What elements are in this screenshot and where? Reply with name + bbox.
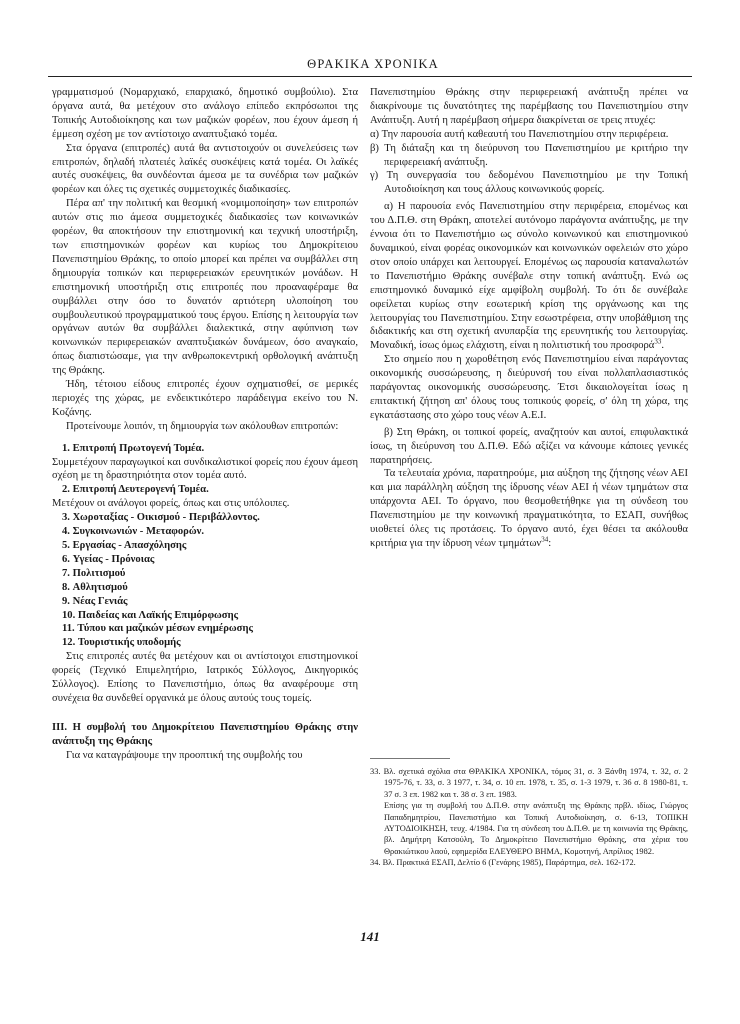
committee-title: Παιδείας και Λαϊκής Επιμόρφωσης [77, 609, 239, 621]
committee-title: Επιτροπή Πρωτογενή Τομέα. [72, 442, 205, 454]
committee-item [52, 539, 358, 553]
right-column [370, 86, 688, 551]
committee-number: 8. [62, 581, 70, 593]
committee-number: 9. [62, 595, 70, 607]
committee-item [52, 609, 358, 623]
aspect-text: Την παρουσία αυτή καθεαυτή του Πανεπιστημίου στην περιφέρεια. [381, 128, 669, 140]
committee-number: 5. [62, 540, 70, 551]
page-number: 141 [360, 929, 380, 944]
paragraph-text: α) Η παρουσία ενός Πανεπιστημίου στην περιφέρεια, επομένως και του Δ.Π.Θ. στη Θράκη, αποτελεί αυτόνομο παράγοντα ανάπτυξης, με την έννοια ότι το Πανεπιστήμιο ως σύνολο κοινωνικού και επιστημονικού δυναμικού, είναι φορέας οικονομικών και κοινωνικών οφελειών στο χώρο στον οποίο υπάρχει και λειτουργεί. Επομένως ως παρουσία καταναλωτών το Πανεπιστήμιο Θράκης συνέβαλε στην τοπική ανάπτυξη. Ενώ ως επιστημονικό δυναμικό είχε αμφίβολη συμβολή. Το ότι δε συνέβαλε οφείλεται κυρίως στην εσωτερική κρίση της οργάνωσης και της λειτουργίας του Πανεπιστημίου. Στην εσωστρέφεια, στην υποβάθμιση της διδακτικής και στη σχετική ανυπαρξία της ερευνητικής του λειτουργίας. Μοναδική, ίσως όμως ελάχιστη, είναι η πολιτιστική του προσφορά [370, 201, 688, 352]
left-column [52, 86, 358, 763]
committee-title: Επιτροπή Δευτερογενή Τομέα. [72, 484, 209, 496]
aspect-label: α) [370, 128, 380, 140]
committee-title: Συγκοινωνιών - Μεταφορών. [72, 526, 204, 538]
running-head: ΘΡΑΚΙΚΑ ΧΡΟΝΙΚΑ [307, 57, 439, 71]
footnotes [370, 766, 688, 869]
paragraph: Προτείνουμε λοιπόν, τη δημιουργία των ακόλουθων επιτροπών: [66, 420, 339, 432]
footnote-number: 33. [370, 767, 381, 776]
committee-number: 12. [62, 637, 76, 649]
paragraph: Για να καταγράψουμε την προοπτική της συμβολής του [66, 749, 303, 761]
aspect-label: γ) [370, 170, 379, 182]
paragraph: Στα όργανα (επιτροπές) αυτά θα αντιστοιχούν οι συνελεύσεις των επιτροπών, δηλαδή πλατειές λαϊκές συσκέψεις κατά τομέα. Οι λαϊκές αυτές συσκέψεις, θα συνδέονται άμεσα με τα συνέδρια των μαζικών φορέων και όλες τις σχετικές συμμετοχικές διαδικασίες. [52, 142, 358, 196]
header-rule [48, 76, 692, 77]
committee-item [52, 483, 358, 497]
footnote-rule [370, 758, 450, 759]
committee-item [52, 636, 358, 650]
aspect-item [370, 142, 688, 170]
committee-number: 2. [62, 484, 70, 496]
aspect-label: β) [370, 142, 379, 154]
committee-title: Πολιτισμού [72, 567, 126, 579]
footnote-number: 34. [370, 858, 381, 868]
aspect-item [370, 128, 688, 142]
paragraph-text: Τα τελευταία χρόνια, παρατηρούμε, μια αύξηση της ζήτησης νέων ΑΕΙ και μια παράλληλη αύξηση της ίδρυσης νέων ΑΕΙ ή νέων τμημάτων στα υπάρχοντα ΑΕΙ. Το όργανο, που θεσμοθετήθηκε για τη σύνδεση του Πανεπιστημίου με την κοινωνική πραγματικότητα, το ΕΣΑΠ, συνήθως υιοθετεί όλες τις προτάσεις. Το όργανο αυτό, έχει θέσει τα ακόλουθα κριτήρια για την ίδρυση νέων τμημάτων [370, 468, 688, 549]
committee-item [52, 622, 358, 636]
committee-description: Μετέχουν οι ανάλογοι φορείς, όπως και στις υπόλοιπες. [52, 498, 290, 510]
committee-number: 3. [62, 512, 70, 524]
footnote-text: Βλ. σχετικά σχόλια στα ΘΡΑΚΙΚΑ ΧΡΟΝΙΚΑ, τόμος 31, σ. 3 Ξάνθη 1974, τ. 32, σ. 2 1975-76, τ. 33, σ. 3 1977, τ. 34, σ. 10 επ. 1978, τ. 35, σ. 1-3 1979, τ. 36 σ. 8 1980-81, τ. 37 σ. 3 επ. 1982 και τ. 38 σ. 3 επ. 1983. [383, 767, 688, 799]
aspects-list [370, 128, 688, 198]
footnote-33 [370, 766, 688, 800]
paragraph: Ήδη, τέτοιου είδους επιτροπές έχουν σχηματισθεί, σε μερικές περιοχές της χώρας, με ενδεικτικότερο παράδειγμα εκείνο του Ν. Κοζάνης. [52, 379, 358, 418]
paragraph: β) Στη Θράκη, οι τοπικοί φορείς, αναζητούν και αυτοί, επιφυλακτικά ίσως, τη διεύρυνση του Δ.Π.Θ. Εδώ αξίζει να κάνουμε κάποιες γενικές παρατηρήσεις. [370, 426, 688, 466]
committee-item [52, 553, 358, 567]
committee-number: 6. [62, 553, 70, 565]
committee-title: Νέας Γενιάς [72, 595, 128, 607]
aspect-text: Τη διάταξη και τη διεύρυνση του Πανεπιστημίου με κριτήριο την περιφερειακή ανάπτυξη. [384, 142, 688, 168]
committee-number: 7. [62, 567, 70, 579]
committee-number: 4. [62, 526, 70, 538]
committee-number: 11. [62, 623, 75, 635]
committee-title: Τύπου και μαζικών μέσων ενημέρωσης [77, 623, 253, 635]
section-heading: ΙΙΙ. Η συμβολή του Δημοκρίτειου Πανεπιστημίου Θράκης στην ανάπτυξη της Θράκης [52, 721, 358, 747]
committee-title: Εργασίας - Απασχόλησης [72, 540, 187, 551]
committee-title: Χωροταξίας - Οικισμού - Περιβάλλοντος. [72, 512, 260, 524]
committee-title: Αθλητισμού [72, 581, 128, 593]
paragraph [370, 467, 688, 550]
footnote-ref: 33 [654, 337, 662, 346]
committee-item [52, 567, 358, 581]
aspect-text: Τη συνεργασία του δεδομένου Πανεπιστημίου με την Τοπική Αυτοδιοίκηση και τους άλλους κοινωνικούς φορείς. [384, 170, 688, 196]
committee-number: 1. [62, 442, 70, 454]
committee-item [52, 581, 358, 595]
paragraph: Στις επιτροπές αυτές θα μετέχουν και οι αντίστοιχοι επιστημονικοί φορείς (Τεχνικό Επιμελητήριο, Ιατρικός Σύλλογος, Δικηγορικός Σύλλογος). Επίσης το Πανεπιστήμιο, όπως θα αναφέρουμε στη συνέχεια θα συνδεθεί οργανικά με όλους αυτούς τους τομείς. [52, 651, 358, 704]
committee-item [52, 525, 358, 539]
committee-item [52, 442, 358, 456]
footnote-34 [370, 857, 688, 868]
committee-item [52, 511, 358, 525]
committee-title: Υγείας - Πρόνοιας [72, 553, 155, 565]
paragraph: Πέρα απ' την πολιτική και θεσμική «νομιμοποίηση» των επιτροπών αυτών στις πιο άμεσα συμμετοχικές διαδικασίες των κοινωνικών φορέων, θα αποκτήσουν την επιστημονική και τεχνική υποστήριξη, των επιστημονικών φορέων και κυρίως του Δημοκρίτειου Πανεπιστημίου Θράκης, το οποίο μπορεί και πρέπει να συμβάλλει στη δημιουργία τοπικών και περιφερειακών ερευνητικών μονάδων. Η επιστημονική υποστήριξη στις επιτροπές που προαναφέραμε θα συμβάλλει στην όσο το δυνατόν αρτιότερη υλοποίηση του συμβουλευτικού προγραμματικού τους έργου. Επίσης η λειτουργία των οργάνων αυτών θα συμβάλλει διαλεκτικά, στην αφύπνιση των κοινωνικών περιφερειακών αναπτυξιακών δυνάμεων, όσο αναγκαίο, όπως διαπιστώσαμε, για την ανθρωποκεντρική ορθολογική ανάπτυξη της Θράκης. [52, 198, 358, 377]
committee-description: Συμμετέχουν παραγωγικοί και συνδικαλιστικοί φορείς που έχουν άμεση σχέση με τη δραστηριότητα στον τομέα αυτό. [52, 456, 358, 482]
paragraph: Στο σημείο που η χωροθέτηση ενός Πανεπιστημίου είναι παράγοντας οικονομικής συσσώρευσης, η διεύρυνσή του είναι πολλαπλασιαστικός παράγοντας οικονομικής συσσώρευσης. Έτσι δικαιολογείται ίσως η επιτακτική ζήτηση απ' όλους τους τοπικούς φορείς, σ' όλη τη χώρα, της εγκατάστασης στο χώρο τους νέων Α.Ε.Ι. [370, 354, 688, 421]
footnote-text: Βλ. Πρακτικά ΕΣΑΠ, Δελτίο 6 (Γενάρης 1985), Παράρτημα, σελ. 162-172. [382, 858, 636, 868]
committee-list [52, 511, 358, 650]
aspect-item [370, 169, 688, 197]
committee-title: Τουριστικής υποδομής [77, 637, 181, 649]
paragraph: γραμματισμού (Νομαρχιακό, επαρχιακό, δημοτικό συμβούλιο). Στα όργανα αυτά, θα μετέχουν στο ανάλογο επίπεδο εκπρόσωποι της Τοπικής Αυτοδιοίκησης και των μαζικών φορέων, που έχουν άμεση ή έμμεση σχέση με τον αντίστοιχο αναπτυξιακό τομέα. [52, 87, 358, 140]
committee-item [52, 595, 358, 609]
paragraph: α) Η παρουσία ενός Πανεπιστημίου στην περιφέρεια, επομένως και του Δ.Π.Θ. στη Θράκη, αποτελεί αυτόνομο παράγοντα ανάπτυξης, με την έννοια ότι το Πανεπιστήμιο ως σύνολο κοινωνικού και επιστημονικού δυναμικού, είναι φορέας οικονομικών και κοινωνικών οφελειών στο χώρο στον οποίο υπάρχει και λειτουργεί. Επομένως ως παρουσία καταναλωτών το Πανεπιστήμιο Θράκης συνέβαλε στην τοπική ανάπτυξη. Ενώ ως επιστημονικό δυναμικό είχε αμφίβολη συμβολή. Το ότι δε συνέβαλε οφείλεται κυρίως στην εσωτερική κρίση της οργάνωσης και της λειτουργίας του Πανεπιστημίου. Στην εσωστρέφεια, στην υποβάθμιση της διδακτικής και στη σχετική ανυπαρξία της ερευνητικής του λειτουργίας. Μοναδική, ίσως όμως ελάχιστη, είναι η πολιτιστική του προσφορά$^{33}$. [370, 201, 688, 352]
paragraph-end: : [548, 538, 552, 549]
footnote-ref: 34 [541, 535, 549, 544]
footnote-33-continuation: Επίσης για τη συμβολή του Δ.Π.Θ. στην ανάπτυξη της Θράκης πρβλ. ιδίως, Γιώργος Παπαδημητρίου, Πανεπιστήμιο και Τοπική Αυτοδιοίκηση, σ. 6-13, ΤΟΠΙΚΗ ΑΥΤΟΔΙΟΙΚΗΣΗ, τευχ. 4/1984. Για τη σύνδεση του Δ.Π.Θ. με τη κοινωνία της Θράκης, βλ. Δημήτρη Κατσούλη, Το Δημοκρίτειο Πανεπιστήμιο Θράκης, στα χέρια του Θρακιώτικου λαού, εφημερίδα ΕΛΕΥΘΕΡΟ ΒΗΜΑ, Κομοτηνή, Απρίλιος 1982. [384, 801, 688, 856]
committee-number: 10. [62, 609, 76, 621]
paragraph: Πανεπιστημίου Θράκης στην περιφερειακή ανάπτυξη πρέπει να διακρίνουμε τις δυνατότητες της παρέμβασης του Πανεπιστημίου στην Ανάπτυξη. Αυτή η παρέμβαση σήμερα διακρίνεται σε τρεις πτυχές: [370, 87, 688, 126]
